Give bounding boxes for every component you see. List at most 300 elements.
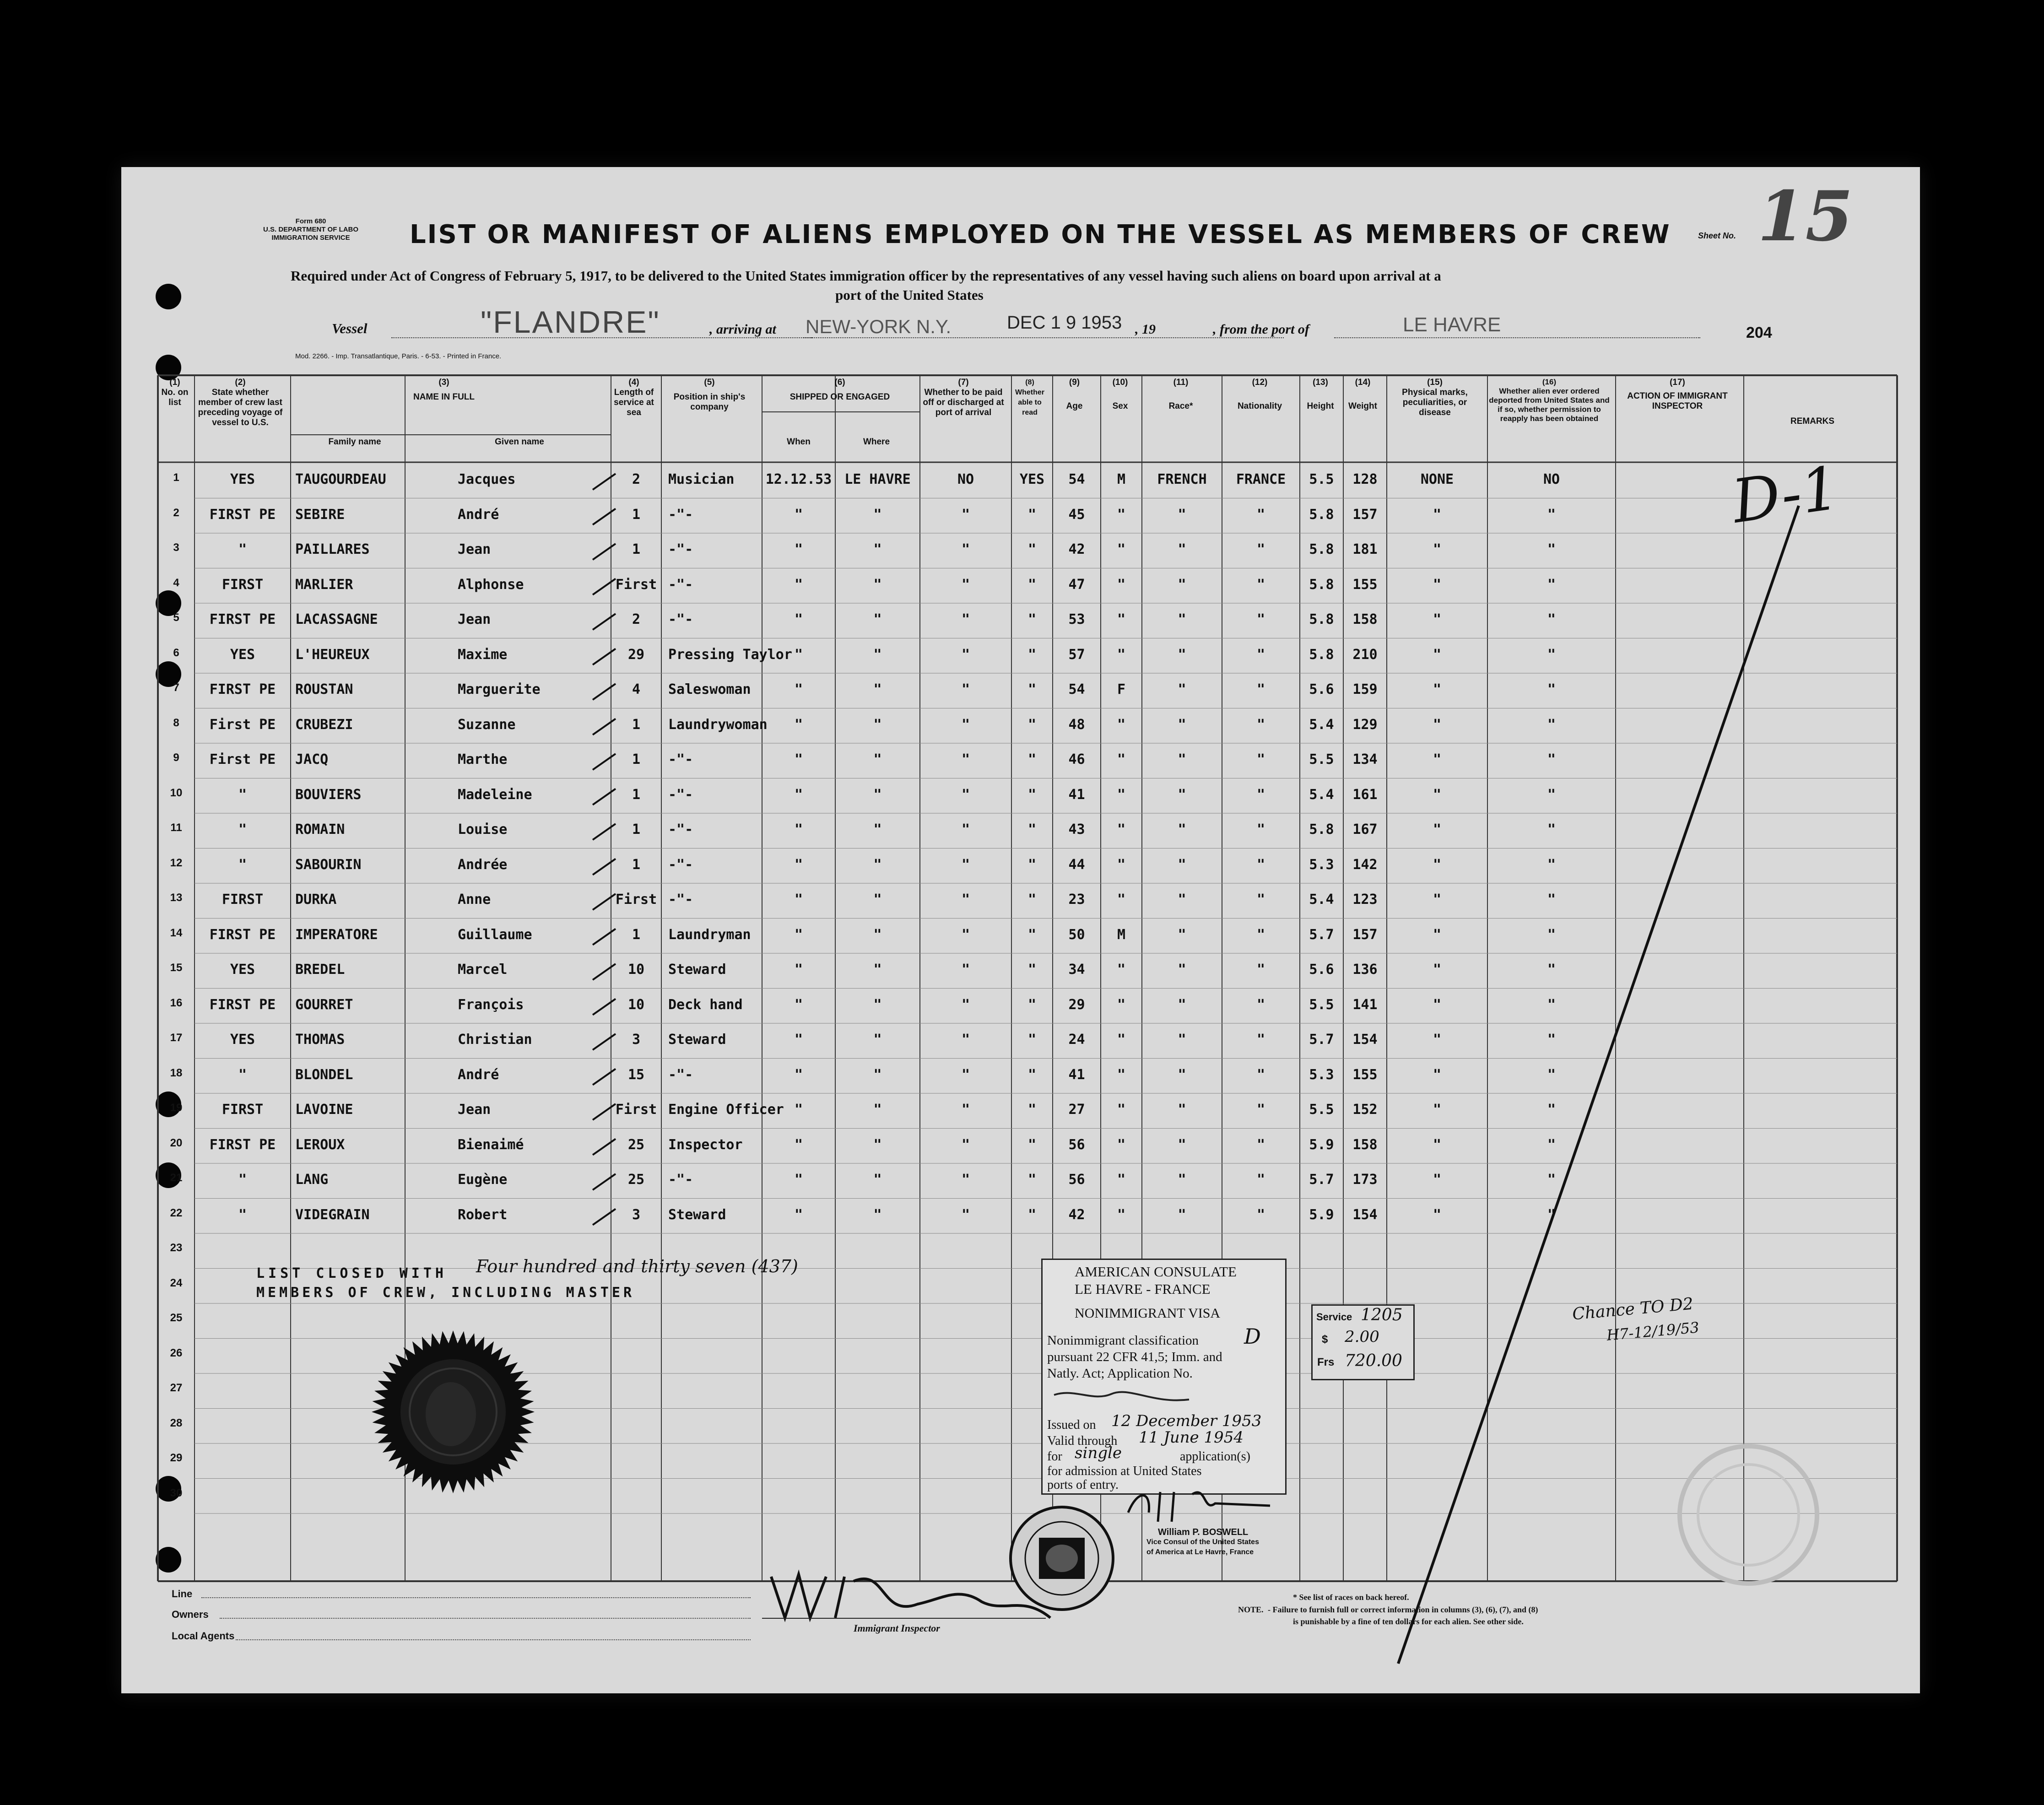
cell-shipped-when: " <box>794 892 803 908</box>
fee-dollar-value: 2.00 <box>1345 1328 1379 1346</box>
cell-race: " <box>1178 1206 1186 1223</box>
annotation-diagonal-line <box>121 167 1920 1693</box>
col-header-paid-off: (7) Whether to be paid off or discharged at port of arrival <box>923 378 1004 417</box>
cell-row-number: 4 <box>173 576 179 589</box>
cell-service-length: First <box>615 576 657 593</box>
cell-able-to-read: " <box>1027 1206 1037 1223</box>
cell-last-voyage: FIRST <box>222 1102 264 1118</box>
cell-age: 54 <box>1068 681 1085 697</box>
visa-ports: ports of entry. <box>1047 1478 1119 1492</box>
cell-race: " <box>1178 926 1186 943</box>
cell-race: " <box>1178 646 1186 663</box>
visa-application-count: application(s) <box>1180 1449 1250 1464</box>
cell-service-length: 3 <box>632 1206 641 1223</box>
cell-deported: " <box>1547 892 1556 908</box>
cell-able-to-read: " <box>1027 856 1037 873</box>
cell-service-length: 1 <box>632 786 641 803</box>
cell-age: 45 <box>1068 506 1085 523</box>
cell-row-number: 23 <box>170 1242 183 1254</box>
cell-service-length: 1 <box>632 926 641 943</box>
cell-sex: " <box>1117 1032 1126 1048</box>
cell-physical-marks: " <box>1433 1102 1442 1118</box>
cell-physical-marks: " <box>1433 856 1442 873</box>
cell-paid-off: " <box>961 856 970 873</box>
cell-shipped-where: " <box>873 541 882 557</box>
cell-deported: " <box>1547 1032 1556 1048</box>
cell-paid-off: " <box>961 926 970 943</box>
cell-position: Laundryman <box>668 926 751 943</box>
cell-row-number: 16 <box>170 996 183 1009</box>
cell-physical-marks: " <box>1433 716 1442 733</box>
cell-given-name: Marguerite <box>458 681 541 697</box>
cell-paid-off: " <box>961 576 970 593</box>
col-header-sex: (10) Sex <box>1112 378 1128 411</box>
cell-height: 5.8 <box>1309 821 1334 838</box>
col-header-weight: (14) Weight <box>1348 378 1377 411</box>
cell-weight: 158 <box>1352 611 1378 627</box>
cell-sex: " <box>1117 1102 1126 1118</box>
cell-height: 5.9 <box>1309 1206 1334 1223</box>
cell-shipped-when: " <box>794 576 803 593</box>
cell-nationality: " <box>1256 1066 1265 1083</box>
cell-family-name: SEBIRE <box>295 506 345 523</box>
cell-family-name: LAVOINE <box>295 1102 353 1118</box>
cell-physical-marks: " <box>1433 1032 1442 1048</box>
cell-position: Steward <box>668 962 726 978</box>
cell-nationality: " <box>1256 1172 1265 1188</box>
cell-row-number: 11 <box>170 821 182 834</box>
cell-shipped-where: " <box>873 1066 882 1083</box>
cell-deported: " <box>1547 681 1556 697</box>
cell-given-name: Marthe <box>458 751 508 767</box>
cell-able-to-read: " <box>1027 892 1037 908</box>
consul-title-1: Vice Consul of the United States <box>1146 1538 1259 1546</box>
cell-sex: " <box>1117 892 1126 908</box>
cell-nationality: " <box>1256 856 1265 873</box>
cell-service-length: 4 <box>632 681 641 697</box>
cell-age: 24 <box>1068 1032 1085 1048</box>
visa-valid-date: 11 June 1954 <box>1139 1428 1244 1447</box>
cell-deported: " <box>1547 926 1556 943</box>
cell-nationality: " <box>1256 611 1265 627</box>
cell-last-voyage: YES <box>230 646 255 663</box>
cell-row-number: 29 <box>170 1452 183 1464</box>
cell-paid-off: " <box>961 1032 970 1048</box>
cell-sex: " <box>1117 1066 1126 1083</box>
cell-paid-off: " <box>961 892 970 908</box>
cell-row-number: 15 <box>170 962 183 974</box>
cell-physical-marks: NONE <box>1420 471 1454 487</box>
cell-service-length: 1 <box>632 856 641 873</box>
cell-given-name: Anne <box>458 892 491 908</box>
cell-sex: " <box>1117 751 1126 767</box>
cell-paid-off: " <box>961 962 970 978</box>
consul-name: William P. BOSWELL <box>1158 1527 1249 1537</box>
cell-given-name: Jean <box>458 541 491 557</box>
cell-deported: " <box>1547 1136 1556 1153</box>
cell-age: 57 <box>1068 646 1085 663</box>
cell-paid-off: " <box>961 821 970 838</box>
cell-weight: 173 <box>1352 1172 1378 1188</box>
form-number: Form 680 <box>295 217 326 225</box>
fee-frs-value: 720.00 <box>1345 1351 1402 1370</box>
cell-paid-off: " <box>961 1136 970 1153</box>
cell-height: 5.5 <box>1309 751 1334 767</box>
cell-sex: " <box>1117 821 1126 838</box>
col-header-number: (1) No. on list <box>161 378 189 407</box>
cell-weight: 155 <box>1352 576 1378 593</box>
cell-sex: " <box>1117 856 1126 873</box>
cell-weight: 159 <box>1352 681 1378 697</box>
cell-position: -"- <box>668 856 693 873</box>
cell-position: -"- <box>668 786 693 803</box>
cell-height: 5.4 <box>1309 892 1334 908</box>
cell-shipped-when: " <box>794 681 803 697</box>
cell-sex: " <box>1117 1136 1126 1153</box>
cell-nationality: " <box>1256 681 1265 697</box>
cell-height: 5.8 <box>1309 541 1334 557</box>
inspector-underline <box>762 1618 1046 1619</box>
cell-family-name: VIDEGRAIN <box>295 1206 370 1223</box>
cell-family-name: DURKA <box>295 892 337 908</box>
cell-able-to-read: " <box>1027 506 1037 523</box>
cell-position: -"- <box>668 576 693 593</box>
cell-position: -"- <box>668 751 693 767</box>
cell-given-name: Suzanne <box>458 716 516 733</box>
col-header-given-name: Given name <box>495 437 544 447</box>
cell-row-number: 19 <box>170 1102 183 1114</box>
manifest-sheet <box>121 167 1920 1693</box>
cell-weight: 129 <box>1352 716 1378 733</box>
cell-age: 43 <box>1068 821 1085 838</box>
cell-row-number: 2 <box>173 506 179 519</box>
cell-able-to-read: " <box>1027 996 1037 1013</box>
cell-paid-off: " <box>961 646 970 663</box>
cell-family-name: IMPERATORE <box>295 926 378 943</box>
cell-weight: 158 <box>1352 1136 1378 1153</box>
cell-service-length: 10 <box>627 962 645 978</box>
cell-given-name: Alphonse <box>458 576 524 593</box>
fee-frs-label: Frs <box>1317 1356 1335 1368</box>
cell-family-name: L'HEUREUX <box>295 646 370 663</box>
cell-row-number: 3 <box>173 541 179 554</box>
cell-family-name: LACASSAGNE <box>295 611 378 627</box>
cell-height: 5.8 <box>1309 646 1334 663</box>
arrival-date: DEC 1 9 1953 <box>1007 313 1122 333</box>
cell-shipped-when: " <box>794 506 803 523</box>
cell-last-voyage: FIRST PE <box>209 506 276 523</box>
footer-line-label: Line <box>172 1588 193 1600</box>
cell-position: Deck hand <box>668 996 743 1013</box>
cell-nationality: " <box>1256 996 1265 1013</box>
cell-physical-marks: " <box>1433 926 1442 943</box>
cell-nationality: " <box>1256 541 1265 557</box>
cell-row-number: 27 <box>170 1382 183 1394</box>
cell-service-length: 1 <box>632 541 641 557</box>
cell-able-to-read: " <box>1027 1136 1037 1153</box>
cell-height: 5.6 <box>1309 962 1334 978</box>
cell-position: Steward <box>668 1206 726 1223</box>
cell-service-length: 2 <box>632 471 641 487</box>
cell-race: " <box>1178 1102 1186 1118</box>
cell-last-voyage: First PE <box>209 751 276 767</box>
inspector-label: Immigrant Inspector <box>854 1622 940 1634</box>
cell-weight: 136 <box>1352 962 1378 978</box>
cell-physical-marks: " <box>1433 506 1442 523</box>
cell-deported: " <box>1547 751 1556 767</box>
cell-sex: " <box>1117 1206 1126 1223</box>
cell-race: " <box>1178 1136 1186 1153</box>
cell-family-name: SABOURIN <box>295 856 362 873</box>
cell-shipped-where: " <box>873 962 882 978</box>
cell-physical-marks: " <box>1433 1172 1442 1188</box>
cell-deported: " <box>1547 856 1556 873</box>
cell-deported: " <box>1547 646 1556 663</box>
cell-position: -"- <box>668 541 693 557</box>
cell-race: FRENCH <box>1157 471 1207 487</box>
cell-paid-off: " <box>961 1102 970 1118</box>
cell-paid-off: " <box>961 506 970 523</box>
cell-family-name: BLONDEL <box>295 1066 353 1083</box>
cell-race: " <box>1178 716 1186 733</box>
cell-physical-marks: " <box>1433 786 1442 803</box>
cell-shipped-when: " <box>794 1206 803 1223</box>
cell-race: " <box>1178 786 1186 803</box>
cell-given-name: Jacques <box>458 471 516 487</box>
cell-shipped-where: " <box>873 611 882 627</box>
cell-given-name: Bienaimé <box>458 1136 524 1153</box>
cell-shipped-when: " <box>794 821 803 838</box>
cell-paid-off: " <box>961 751 970 767</box>
cell-nationality: FRANCE <box>1236 471 1286 487</box>
cell-row-number: 25 <box>170 1312 183 1324</box>
cell-sex: M <box>1117 471 1126 487</box>
cell-age: 41 <box>1068 1066 1085 1083</box>
cell-nationality: " <box>1256 786 1265 803</box>
subtitle-line-1: Required under Act of Congress of February 5, 1917, to be delivered to the United States immigration officer by the representatives of any vessel having such aliens on board upon arrival at a <box>291 268 1441 284</box>
cell-able-to-read: " <box>1027 751 1037 767</box>
cell-weight: 141 <box>1352 996 1378 1013</box>
cell-given-name: Guillaume <box>458 926 532 943</box>
cell-shipped-where: " <box>873 716 882 733</box>
cell-service-length: 15 <box>627 1066 645 1083</box>
cell-given-name: Louise <box>458 821 508 838</box>
cell-given-name: Marcel <box>458 962 508 978</box>
cell-family-name: THOMAS <box>295 1032 345 1048</box>
cell-last-voyage: FIRST PE <box>209 681 276 697</box>
cell-deported: " <box>1547 1206 1556 1223</box>
arriving-port: NEW-YORK N.Y. <box>806 316 952 337</box>
cell-sex: " <box>1117 786 1126 803</box>
cell-race: " <box>1178 1066 1186 1083</box>
cell-race: " <box>1178 751 1186 767</box>
cell-family-name: MARLIER <box>295 576 353 593</box>
cell-able-to-read: " <box>1027 962 1037 978</box>
cell-given-name: Jean <box>458 1102 491 1118</box>
cell-deported: " <box>1547 716 1556 733</box>
cell-height: 5.6 <box>1309 681 1334 697</box>
cell-paid-off: " <box>961 1066 970 1083</box>
cell-family-name: GOURRET <box>295 996 353 1013</box>
cell-row-number: 20 <box>170 1136 183 1149</box>
fee-dollar-label: $ <box>1322 1333 1328 1346</box>
cell-deported: " <box>1547 962 1556 978</box>
cell-given-name: André <box>458 506 499 523</box>
cell-shipped-when: " <box>794 1136 803 1153</box>
cell-weight: 128 <box>1352 471 1378 487</box>
cell-last-voyage: " <box>238 1066 247 1083</box>
cell-height: 5.5 <box>1309 996 1334 1013</box>
cell-row-number: 1 <box>173 471 179 484</box>
page-number: 204 <box>1746 324 1772 341</box>
cell-shipped-when: " <box>794 856 803 873</box>
cell-position: Musician <box>668 471 735 487</box>
col-header-deported: (16) Whether alien ever ordered deported from United States and if so, whether permission to reapply has been obtained <box>1489 378 1610 423</box>
cell-sex: " <box>1117 1172 1126 1188</box>
fee-service-label: Service <box>1316 1311 1352 1323</box>
cell-row-number: 10 <box>170 786 183 799</box>
cell-weight: 142 <box>1352 856 1378 873</box>
cell-last-voyage: YES <box>230 1032 255 1048</box>
cell-deported: " <box>1547 1172 1556 1188</box>
cell-physical-marks: " <box>1433 646 1442 663</box>
cell-shipped-when: " <box>794 611 803 627</box>
cell-age: 56 <box>1068 1136 1085 1153</box>
cell-paid-off: " <box>961 681 970 697</box>
cell-position: Inspector <box>668 1136 743 1153</box>
cell-age: 27 <box>1068 1102 1085 1118</box>
cell-able-to-read: " <box>1027 611 1037 627</box>
cell-nationality: " <box>1256 506 1265 523</box>
cell-given-name: Robert <box>458 1206 508 1223</box>
footer-owners-underline <box>220 1618 751 1619</box>
cell-deported: " <box>1547 786 1556 803</box>
cell-deported: " <box>1547 1066 1556 1083</box>
cell-race: " <box>1178 611 1186 627</box>
cell-last-voyage: FIRST PE <box>209 611 276 627</box>
closing-line-2: MEMBERS OF CREW, INCLUDING MASTER <box>256 1285 635 1301</box>
visa-valid-label: Valid through <box>1047 1434 1118 1448</box>
cell-service-length: First <box>615 1102 657 1118</box>
cell-row-number: 22 <box>170 1206 183 1219</box>
subtitle-line-2: port of the United States <box>835 287 984 303</box>
cell-service-length: 1 <box>632 716 641 733</box>
cell-last-voyage: " <box>238 1172 247 1188</box>
cell-row-number: 26 <box>170 1346 183 1359</box>
cell-age: 50 <box>1068 926 1085 943</box>
cell-weight: 210 <box>1352 646 1378 663</box>
visa-regulation: pursuant 22 CFR 41,5; Imm. and <box>1047 1350 1222 1364</box>
cell-shipped-when: " <box>794 926 803 943</box>
cell-height: 5.8 <box>1309 576 1334 593</box>
cell-able-to-read: " <box>1027 821 1037 838</box>
cell-shipped-where: " <box>873 751 882 767</box>
col-header-name: (3) NAME IN FULL <box>413 378 475 402</box>
cell-nationality: " <box>1256 576 1265 593</box>
cell-deported: " <box>1547 541 1556 557</box>
cell-given-name: Jean <box>458 611 491 627</box>
cell-able-to-read: " <box>1027 1066 1037 1083</box>
cell-shipped-when: " <box>794 1032 803 1048</box>
visa-admission: for admission at United States <box>1047 1464 1202 1478</box>
cell-able-to-read: " <box>1027 1172 1037 1188</box>
cell-race: " <box>1178 576 1186 593</box>
page-title: LIST OR MANIFEST OF ALIENS EMPLOYED ON THE VESSEL AS MEMBERS OF CREW <box>410 220 1671 249</box>
cell-deported: NO <box>1543 471 1560 487</box>
cell-paid-off: NO <box>957 471 974 487</box>
cell-race: " <box>1178 681 1186 697</box>
cell-last-voyage: YES <box>230 962 255 978</box>
cell-height: 5.8 <box>1309 611 1334 627</box>
cell-able-to-read: " <box>1027 681 1037 697</box>
cell-race: " <box>1178 1172 1186 1188</box>
cell-physical-marks: " <box>1433 576 1442 593</box>
cell-nationality: " <box>1256 962 1265 978</box>
cell-last-voyage: FIRST PE <box>209 1136 276 1153</box>
cell-family-name: TAUGOURDEAU <box>295 471 386 487</box>
cell-deported: " <box>1547 506 1556 523</box>
cell-height: 5.5 <box>1309 1102 1334 1118</box>
cell-shipped-when: " <box>794 541 803 557</box>
cell-physical-marks: " <box>1433 751 1442 767</box>
cell-height: 5.7 <box>1309 1172 1334 1188</box>
footer-agents-label: Local Agents <box>172 1630 235 1642</box>
col-header-where: Where <box>863 437 890 447</box>
cell-weight: 157 <box>1352 926 1378 943</box>
cell-last-voyage: FIRST <box>222 576 264 593</box>
cell-row-number: 30 <box>170 1486 183 1499</box>
cell-shipped-where: " <box>873 1032 882 1048</box>
cell-position: -"- <box>668 1066 693 1083</box>
cell-family-name: BREDEL <box>295 962 345 978</box>
sheet-label: Sheet No. <box>1698 231 1736 240</box>
closing-line-1: LIST CLOSED WITH <box>256 1265 447 1281</box>
cell-age: 54 <box>1068 471 1085 487</box>
cell-nationality: " <box>1256 926 1265 943</box>
cell-age: 29 <box>1068 996 1085 1013</box>
cell-shipped-when: 12.12.53 <box>765 471 832 487</box>
cell-height: 5.4 <box>1309 716 1334 733</box>
cell-sex: " <box>1117 541 1126 557</box>
cell-shipped-when: " <box>794 646 803 663</box>
year-label: , 19 <box>1135 322 1156 337</box>
col-header-when: When <box>787 437 811 447</box>
cell-shipped-where: " <box>873 926 882 943</box>
cell-weight: 157 <box>1352 506 1378 523</box>
arriving-label: , arriving at <box>709 322 776 337</box>
cell-physical-marks: " <box>1433 962 1442 978</box>
cell-physical-marks: " <box>1433 611 1442 627</box>
cell-nationality: " <box>1256 1102 1265 1118</box>
cell-nationality: " <box>1256 892 1265 908</box>
cell-family-name: ROMAIN <box>295 821 345 838</box>
cell-nationality: " <box>1256 716 1265 733</box>
footer-note-label: NOTE. <box>1238 1605 1264 1614</box>
cell-position: -"- <box>668 611 693 627</box>
cell-race: " <box>1178 856 1186 873</box>
cell-physical-marks: " <box>1433 996 1442 1013</box>
cell-age: 56 <box>1068 1172 1085 1188</box>
cell-deported: " <box>1547 996 1556 1013</box>
cell-given-name: François <box>458 996 524 1013</box>
cell-physical-marks: " <box>1433 1206 1442 1223</box>
cell-family-name: BOUVIERS <box>295 786 362 803</box>
col-header-shipped: (6) SHIPPED OR ENGAGED <box>789 378 890 402</box>
cell-row-number: 18 <box>170 1066 183 1079</box>
cell-weight: 134 <box>1352 751 1378 767</box>
cell-service-length: 29 <box>627 646 645 663</box>
cell-height: 5.8 <box>1309 506 1334 523</box>
